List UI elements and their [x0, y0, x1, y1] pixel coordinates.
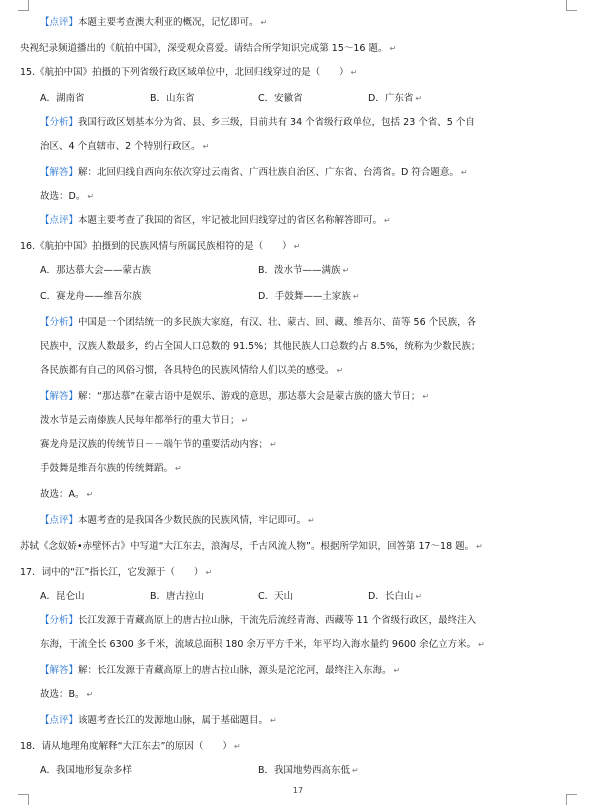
line-text: 治区、4 个直辖市、2 个特别行政区。	[40, 141, 201, 152]
text-line	[0, 438, 596, 452]
section-tag: 【解答】	[40, 391, 79, 402]
answer-option: D．广东省 ↵	[368, 93, 423, 104]
text-line	[0, 364, 596, 378]
paragraph-mark: ↵	[415, 94, 423, 103]
answer-option: A．那达慕大会——蒙古族	[40, 265, 151, 276]
section-tag: 【解答】	[40, 665, 79, 676]
line-text: 东海，干流全长 6300 多千米，流域总面积 180 余万平方千米，年平均入海水量约 9600 余亿立方米。	[40, 639, 477, 650]
paragraph-mark: ↵	[393, 666, 401, 675]
annotated-line	[0, 514, 596, 528]
section-tag: 【分析】	[40, 317, 79, 328]
answer-option: B．唐古拉山	[150, 591, 205, 602]
text-line	[0, 414, 596, 428]
answer-option: A．昆仑山	[40, 591, 85, 602]
line-text: 本题主要考查澳大利亚的概况，记忆即可。	[78, 17, 259, 28]
line-text: 解：“那达慕”在蒙古语中是娱乐、游戏的意思，那达慕大会是蒙古族的盛大节日；	[78, 391, 421, 402]
text-line	[20, 540, 596, 554]
text-line	[20, 566, 596, 580]
text-line	[20, 240, 596, 254]
answer-option: D．手鼓舞——土家族 ↵	[258, 291, 360, 302]
section-tag: 【点评】	[40, 17, 79, 28]
annotated-line	[0, 714, 596, 728]
annotated-line	[0, 166, 596, 180]
section-tag: 【点评】	[40, 215, 79, 226]
line-text: 手鼓舞是维吾尔族的传统舞蹈。	[40, 463, 174, 474]
paragraph-mark: ↵	[205, 568, 213, 577]
paragraph-mark: ↵	[270, 440, 277, 449]
paragraph-mark: ↵	[241, 416, 249, 425]
text-line	[20, 740, 596, 754]
paragraph-mark: ↵	[202, 142, 210, 151]
paragraph-mark: ↵	[86, 490, 94, 499]
line-text: 故选：D。	[40, 191, 86, 202]
annotated-line	[0, 664, 596, 678]
line-text: 故选：B。	[40, 689, 85, 700]
text-line	[0, 638, 596, 652]
line-text: 17．词中的“江”指长江，它发源于（ ）	[20, 567, 204, 578]
paragraph-mark: ↵	[384, 216, 391, 225]
line-text: 我国行政区划基本分为省、县、乡三级，目前共有 34 个省级行政单位，包括 23 个省、5 个自	[78, 117, 475, 128]
line-text: 苏轼《念奴娇•赤壁怀古》中写道“大江东去，浪淘尽，千古风流人物”。根据所学知识，回答第 17～18 题。	[20, 541, 475, 552]
text-line	[0, 688, 596, 702]
line-text: 18．请从地理角度解释“大江东去”的原因（ ）	[20, 741, 232, 752]
section-tag: 【解答】	[40, 167, 79, 178]
line-text: 本题主要考查了我国的省区，牢记被北回归线穿过的省区名称解答即可。	[78, 215, 383, 226]
paragraph-mark: ↵	[86, 690, 94, 699]
text-line	[20, 66, 596, 80]
paragraph-mark: ↵	[87, 192, 95, 201]
line-text: 解：长江发源于青藏高原上的唐古拉山脉，源头是沱沱河，最终注入东海。	[78, 665, 392, 676]
crop-mark-top-right	[566, 0, 577, 11]
paragraph-mark: ↵	[293, 242, 301, 251]
section-tag: 【分析】	[40, 117, 79, 128]
answer-option: A．湖南省	[40, 93, 85, 104]
paragraph-mark: ↵	[336, 366, 344, 375]
answer-option: B．我国地势西高东低 ↵	[258, 765, 359, 776]
crop-mark-top-left	[18, 0, 29, 11]
option-row	[0, 290, 596, 304]
paragraph-mark: ↵	[352, 292, 360, 301]
line-text: 央视纪录频道播出的《航拍中国》，深受观众喜爱。请结合所学知识完成第 15～16 题。	[20, 43, 388, 54]
line-text: 本题考查的是我国各少数民族的民族风情，牢记即可。	[78, 515, 307, 526]
paragraph-mark: ↵	[175, 464, 182, 473]
text-line	[0, 462, 596, 476]
annotated-line	[0, 316, 596, 330]
option-row	[0, 764, 596, 778]
line-text: 民族中，汉族人数最多，约占全国人口总数的 91.5%；其他民族人口总数约占 8.5%，统称为少数民族；	[40, 341, 481, 352]
annotated-line	[0, 16, 596, 30]
answer-option: B．山东省	[150, 93, 195, 104]
line-text: 各民族都有自己的风俗习惯，各具特色的民族风情给人们以美的感受。	[40, 365, 335, 376]
page-number: 17	[292, 786, 304, 795]
line-text: 故选：A。	[40, 489, 85, 500]
paragraph-mark: ↵	[476, 542, 483, 551]
answer-option: B．泼水节——满族 ↵	[258, 265, 350, 276]
paragraph-mark: ↵	[422, 392, 430, 401]
option-row	[0, 590, 596, 604]
text-line	[0, 190, 596, 204]
answer-option: C．天山	[258, 591, 294, 602]
section-tag: 【点评】	[40, 715, 79, 726]
annotated-line	[0, 116, 596, 130]
paragraph-mark: ↵	[415, 592, 423, 601]
line-text: 15.《航拍中国》拍摄的下列省级行政区域单位中，北回归线穿过的是（ ）	[20, 67, 349, 78]
paragraph-mark: ↵	[260, 18, 268, 27]
paragraph-mark: ↵	[233, 742, 241, 751]
paragraph-mark: ↵	[342, 266, 350, 275]
answer-option: C．赛龙舟——维吾尔族	[40, 291, 142, 302]
paragraph-mark: ↵	[350, 68, 358, 77]
paragraph-mark: ↵	[478, 640, 485, 649]
text-line	[0, 488, 596, 502]
paragraph-mark: ↵	[270, 716, 277, 725]
line-text: 赛龙舟是汉族的传统节日－－端午节的重要活动内容；	[40, 439, 269, 450]
line-text: 泼水节是云南傣族人民每年都举行的重大节日；	[40, 415, 240, 426]
line-text: 该题考查长江的发源地山脉，属于基础题目。	[78, 715, 269, 726]
answer-option: C．安徽省	[258, 93, 303, 104]
paragraph-mark: ↵	[389, 44, 397, 53]
text-line	[0, 140, 596, 154]
crop-mark-bottom-left	[18, 794, 29, 805]
answer-option: D．长白山 ↵	[368, 591, 423, 602]
annotated-line	[0, 614, 596, 628]
crop-mark-bottom-right	[566, 794, 577, 805]
line-text: 16.《航拍中国》拍摄到的民族风情与所属民族相符的是（ ）	[20, 241, 292, 252]
text-line	[0, 340, 596, 354]
annotated-line	[0, 214, 596, 228]
annotated-line	[0, 390, 596, 404]
answer-option: A．我国地形复杂多样	[40, 765, 132, 776]
line-text: 长江发源于青藏高原上的唐古拉山脉，干流先后流经青海、西藏等 11 个省级行政区，最终注入	[78, 615, 477, 626]
option-row	[0, 92, 596, 106]
paragraph-mark: ↵	[308, 516, 315, 525]
option-row	[0, 264, 596, 278]
line-text: 中国是一个团结统一的多民族大家庭，有汉、壮、蒙古、回、藏、维吾尔、苗等 56 个民族，各	[78, 317, 477, 328]
paragraph-mark: ↵	[352, 766, 359, 775]
text-line	[20, 42, 596, 56]
section-tag: 【分析】	[40, 615, 79, 626]
section-tag: 【点评】	[40, 515, 79, 526]
line-text: 解：北回归线自西向东依次穿过云南省、广西壮族自治区、广东省、台湾省。D 符合题意。	[78, 167, 459, 178]
paragraph-mark: ↵	[460, 168, 468, 177]
